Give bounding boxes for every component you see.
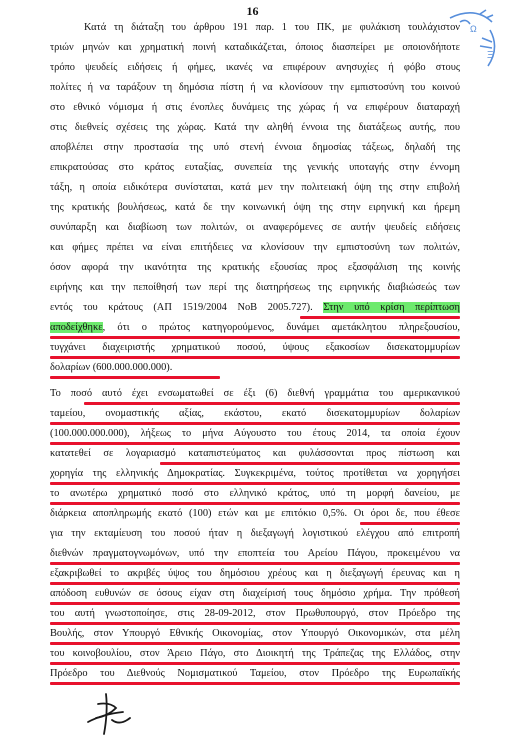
- paragraph-1-line-18: δολαρίων (600.000.000.000).: [50, 362, 173, 373]
- red-underline: [50, 482, 460, 485]
- red-underline: [50, 336, 460, 339]
- red-underline: [50, 662, 460, 665]
- paragraph-1-line-8: επικρατούσας στο κράτος ευταξίας, συνεπεία της γενικής υποταγής στην έννομη: [50, 162, 460, 173]
- red-underline: [300, 316, 460, 319]
- paragraph-1-line-15: [50, 300, 460, 316]
- red-underline: [50, 376, 220, 379]
- svg-text:Ω: Ω: [470, 24, 477, 34]
- red-underline: [50, 502, 460, 505]
- red-underline: [160, 462, 460, 465]
- paragraph-2-line-5: χορηγία της ελληνικής Δημοκρατίας. Συγκεκριμένα, τούτος προτίθεται να χορηγήσει: [50, 468, 460, 479]
- red-underline: [360, 522, 460, 525]
- paragraph-2-line-6: το ανωτέρω χρηματικό ποσό στο ελληνικό κράτος, υπό τη μορφή δανείου, με: [50, 488, 460, 499]
- paragraph-1-line-9: τάξη, η οποία ειδικότερα συνίσταται, κατά μεν την πολιτειακή όψη της στην επιβολή: [50, 182, 460, 193]
- red-underline: [50, 642, 460, 645]
- paragraph-1-line-3: τρόπο ψευδείς ειδήσεις ή φήμες, ικανές να επιφέρουν ανησυχίες ή φόβο στους: [50, 62, 460, 73]
- paragraph-2-line-2: ταμείου, ονομαστικής αξίας, εκάστου, εκατό δισεκατομμυρίων δολαρίων: [50, 408, 460, 419]
- red-underline: [50, 622, 460, 625]
- paragraph-1-line-7: αποβλέπει στην προστασία της υπό στενή έννοια δημοσίας τάξεως, δηλαδή της: [50, 142, 460, 153]
- paragraph-2-line-9: διεθνών πραγματογνωμόνων, υπό την εποπτεία του Αρείου Πάγου, προκειμένου να: [50, 548, 460, 559]
- paragraph-1-line-14: ειρήνης και την πεποίθησή των περί της διατηρήσεως της ειρηνικής διαβιώσεώς των: [50, 282, 460, 293]
- paragraph-1-line-6: στις διεθνείς σχέσεις της χώρας. Κατά την αληθή έννοια της διατάξεως αυτής, που: [50, 122, 460, 133]
- page-number: 16: [246, 4, 259, 18]
- red-underline: [50, 562, 460, 565]
- highlighted-phrase-1: Στην υπό κρίση περίπτωση: [323, 302, 460, 313]
- paragraph-1-line-11: συνύπαρξη και διαβίωση των πολιτών, οι αναφερόμενες σε αυτήν ψευδείς ειδήσεις: [50, 222, 460, 233]
- paragraph-2-line-7: διάρκεια αποπληρωμής εκατό (100) ετών και με επιτόκιο 0,5%. Οι όροι δε, που έθεσε: [50, 508, 460, 519]
- paragraph-1-line-16: [50, 320, 460, 336]
- paragraph-2-line-13: Βουλής, στον Υπουργό Εθνικής Οικονομίας, στον Υπουργό Οικονομικών, στα μέλη: [50, 628, 460, 639]
- paragraph-1-line-17: τυγχάνει διαχειριστής χρηματικού ποσού, ύψους εξακοσίων δισεκατομμυρίων: [50, 342, 460, 353]
- red-underline: [50, 422, 460, 425]
- paragraph-2-line-15: Πρόεδρο του Διεθνούς Νομισματικού Ταμείου, στον Πρόεδρο της Ευρωπαϊκής: [50, 668, 460, 679]
- paragraph-1-line-10: της κρατικής βουλήσεως, κατά δε την κοινωνική όψη της στην ειρηνική και ήρεμη: [50, 202, 460, 213]
- highlighted-phrase-2: αποδείχθηκε: [50, 322, 103, 333]
- paragraph-1-line-1: Κατά τη διάταξη του άρθρου 191 παρ. 1 του ΠΚ, με φυλάκιση τουλάχιστον: [84, 22, 460, 33]
- handwritten-signature-icon: [78, 682, 138, 742]
- red-underline: [84, 402, 460, 405]
- red-underline: [50, 356, 460, 359]
- paragraph-2-line-1: Το ποσό αυτό έχει ενσωματωθεί σε έξι (6) διεθνή γραμμάτια του αμερικανικού: [50, 388, 460, 399]
- paragraph-2-line-12: του αυτή γνωστοποίησε, στις 28-09-2012, στον Πρωθυπουργό, στον Πρόεδρο της: [50, 608, 460, 619]
- red-underline: [50, 442, 460, 445]
- paragraph-1-line-5: στο εθνικό νόμισμα ή στις ένοπλες δυνάμεις της χώρας ή να επιφέρουν διαταραχή: [50, 102, 460, 113]
- paragraph-1-line-4: πολίτες ή να ταράξουν τη δημόσια πίστη ή να κλονίσουν την εμπιστοσύνη του κοινού: [50, 82, 460, 93]
- svg-text:Ξ: Ξ: [487, 50, 494, 61]
- line-16-text: , ότι ο πρώτος κατηγορούμενος, δυνάμει αμετάκλητου πληρεξουσίου,: [102, 322, 460, 333]
- paragraph-2-line-8: για την εκταμίευση του ποσού ήταν η διεξαγωγή λογιστικού ελέγχου από επιτροπή: [50, 528, 460, 539]
- paragraph-1-line-12: και φήμες πρέπει να είναι επιτήδειες να κλονίσουν την εμπιστοσύνη των πολιτών,: [50, 242, 460, 253]
- line-15-text: εντός του κράτους (ΑΠ 1519/2004 ΝοΒ 2005.727).: [50, 302, 324, 313]
- paragraph-1-line-13: όσον αφορά την ικανότητα της κρατικής εξουσίας προς εξασφάλιση της κοινής: [50, 262, 460, 273]
- paragraph-1-line-2: τριών μηνών και χρηματική ποινή καταδικάζεται, όποιος διασπείρει με οποιονδήποτε: [50, 42, 460, 53]
- paragraph-2-line-11: απόδοση ευθυνών σε όσους είχαν στη διαχείρισή τους δημόσιο χρήμα. Την πρόθεσή: [50, 588, 460, 599]
- paragraph-2-line-4: κατατεθεί σε λογαριασμό καταπιστεύματος και φυλάσσονται προς πίστωση και: [50, 448, 460, 459]
- paragraph-2-line-3: (100.000.000.000), λήξεως το μήνα Αύγουστο του έτους 2014, τα οποία έχουν: [50, 428, 460, 439]
- paragraph-2-line-10: εξακριβωθεί το ακριβές ύψος του δημόσιου χρέους και η διεξαγωγή έρευνας και η: [50, 568, 460, 579]
- paragraph-2-line-14: του κοινοβουλίου, στον Άρειο Πάγο, στο Διοικητή της Τράπεζας της Ελλάδος, στην: [50, 648, 460, 659]
- red-underline: [50, 582, 460, 585]
- red-underline: [50, 602, 460, 605]
